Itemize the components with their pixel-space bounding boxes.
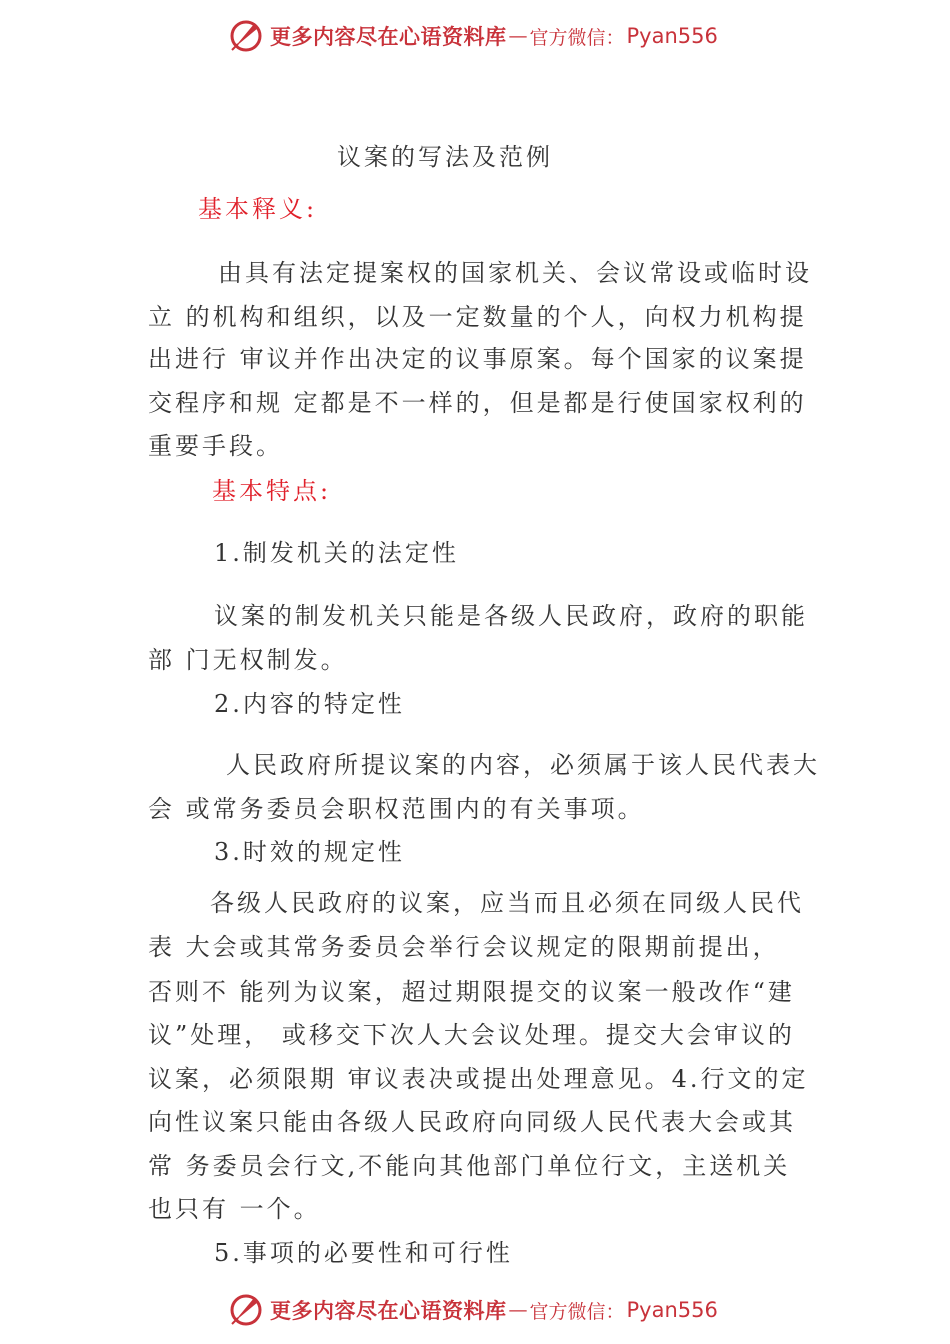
header-banner xyxy=(228,16,718,56)
paragraph-line: 常 务委员会行文,不能向其他部门单位行文，主送机关 xyxy=(148,1152,791,1180)
banner-wechat-id: Pyan556 xyxy=(626,1298,718,1322)
quill-pen-logo-icon xyxy=(228,18,264,54)
paragraph-line: 重要手段。 xyxy=(148,432,283,460)
banner-wechat-label: 官方微信： xyxy=(529,26,625,49)
paragraph-line: 出进行 审议并作出决定的议事原案。每个国家的议案提 xyxy=(148,345,807,373)
paragraph-line: 人民政府所提议案的内容，必须属于该人民代表大 xyxy=(226,751,820,779)
paragraph-line: 议案的制发机关只能是各级人民政府，政府的职能 xyxy=(214,602,808,630)
item-title: 5.事项的必要性和可行性 xyxy=(214,1239,513,1267)
banner-main-text: 更多内容尽在心语资料库 xyxy=(270,1298,507,1323)
paragraph-line: 否则不 能列为议案，超过期限提交的议案一般改作“建 xyxy=(148,978,795,1006)
banner-wechat-id: Pyan556 xyxy=(626,24,718,48)
paragraph-line: 由具有法定提案权的国家机关、会议常设或临时设 xyxy=(218,259,812,287)
footer-banner xyxy=(228,1290,718,1330)
banner-dash: — xyxy=(508,1299,528,1321)
features-heading: 基本特点: xyxy=(212,477,332,505)
paragraph-line: 向性议案只能由各级人民政府向同级人民代表大会或其 xyxy=(148,1108,796,1136)
paragraph-line: 会 或常务委员会职权范围内的有关事项。 xyxy=(148,795,645,823)
quill-pen-logo-icon xyxy=(228,1292,264,1328)
paragraph-line: 议”处理， 或移交下次人大会议处理。提交大会审议的 xyxy=(148,1021,795,1049)
item-title: 1.制发机关的法定性 xyxy=(214,539,459,567)
banner-main-text: 更多内容尽在心语资料库 xyxy=(270,24,507,49)
item-title: 2.内容的特定性 xyxy=(214,690,405,718)
paragraph-line: 交程序和规 定都是不一样的，但是都是行使国家权利的 xyxy=(148,389,807,417)
document-title: 议案的写法及范例 xyxy=(337,143,553,171)
paragraph-line: 表 大会或其常务委员会举行会议规定的限期前提出， xyxy=(148,933,780,961)
paragraph-line: 立 的机构和组织，以及一定数量的个人，向权力机构提 xyxy=(148,303,807,331)
banner-dash: — xyxy=(508,25,528,47)
paragraph-line: 各级人民政府的议案，应当而且必须在同级人民代 xyxy=(210,889,804,917)
paragraph-line: 也只有 一个。 xyxy=(148,1195,321,1223)
banner-wechat-label: 官方微信： xyxy=(529,1300,625,1323)
item-title: 3.时效的规定性 xyxy=(214,838,405,866)
definition-heading: 基本释义: xyxy=(198,195,318,223)
paragraph-line: 议案，必须限期 审议表决或提出处理意见。4.行文的定 xyxy=(148,1065,809,1093)
paragraph-line: 部 门无权制发。 xyxy=(148,646,348,674)
